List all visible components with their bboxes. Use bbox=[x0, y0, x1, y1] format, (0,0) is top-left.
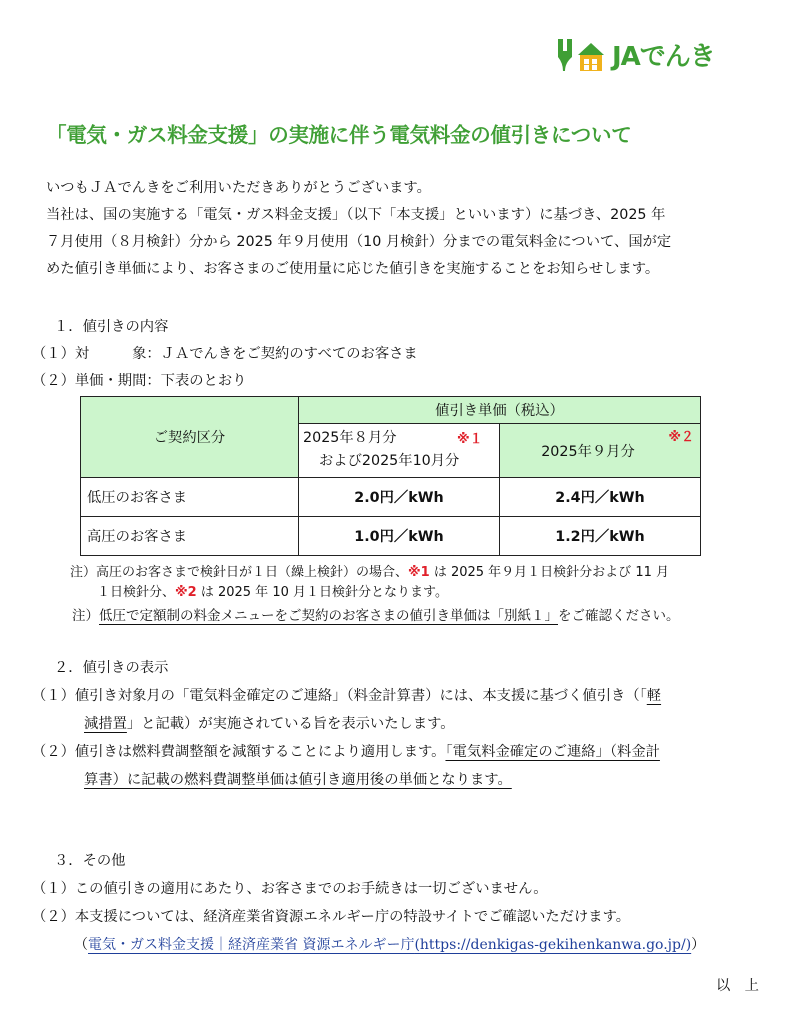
note2-text: 低圧で定額制の料金メニューをご契約のお客さまの値引き単価は「別紙１」 bbox=[99, 608, 558, 624]
discount-rate-table bbox=[80, 396, 701, 556]
section2-item2-line1 bbox=[32, 740, 660, 764]
header-unit-price-label: 値引き単価（税込） bbox=[435, 403, 564, 420]
section1-item1: （１）対 象：ＪＡでんきをご契約のすべてのお客さま bbox=[32, 346, 418, 362]
header-unit-price bbox=[299, 397, 701, 424]
row-high-voltage-sep: 1.2円／kWh bbox=[500, 517, 701, 556]
support-site-url[interactable]: (https://denkigas-gekihenkanwa.go.jp/) bbox=[414, 937, 692, 953]
note-mark-1: ※１ bbox=[457, 432, 483, 448]
row-high-voltage-label: 高圧のお客さま bbox=[81, 517, 299, 556]
section2-item1-text-d: 」と記載）が実施されている旨を表示いたします。 bbox=[126, 716, 455, 732]
row-low-voltage-aug-oct: 2.0円／kWh bbox=[299, 478, 500, 517]
header-period2-label: 2025年９月分 bbox=[541, 443, 635, 460]
note1-mark2: ※2 bbox=[175, 585, 197, 600]
section3-item2: （２）本支援については、経済産業省資源エネルギー庁の特設サイトでご確認いただけます。 bbox=[32, 909, 631, 925]
table-row bbox=[81, 478, 701, 517]
link-close-paren: ） bbox=[691, 937, 706, 953]
section2-item1-line1 bbox=[32, 684, 661, 708]
note2-prefix: 注） bbox=[72, 608, 99, 624]
note-mark-2: ※２ bbox=[668, 430, 694, 446]
row-low-voltage-label: 低圧のお客さま bbox=[81, 478, 299, 517]
note2 bbox=[72, 604, 680, 624]
header-contract-type-label: ご契約区分 bbox=[153, 430, 226, 446]
page-title: 「電気・ガス料金支援」の実施に伴う電気料金の値引きについて bbox=[46, 123, 632, 147]
logo-text: JAでんき bbox=[612, 42, 715, 72]
intro-line-1: いつもＪＡでんきをご利用いただきありがとうございます。 bbox=[46, 180, 431, 196]
note1-text-c: １日検針分、 bbox=[97, 585, 176, 600]
link-open-paren: （ bbox=[74, 937, 88, 953]
section3-heading: ３．その他 bbox=[54, 853, 126, 869]
section2-item2-text-c: 算書）に記載の燃料費調整単価は値引き適用後の単価となります。 bbox=[84, 772, 512, 788]
support-site-link-line bbox=[74, 934, 705, 954]
section1-heading: １．値引きの内容 bbox=[54, 319, 169, 335]
note1-line2 bbox=[97, 581, 448, 600]
row-low-voltage-sep: 2.4円／kWh bbox=[500, 478, 701, 517]
row-high-voltage-aug-oct: 1.0円／kWh bbox=[299, 517, 500, 556]
section2-item2-text-a: （２）値引きは燃料費調整額を減額することにより適用します。 bbox=[32, 744, 446, 760]
section2-heading: ２．値引きの表示 bbox=[54, 660, 169, 676]
note1-mark1: ※1 bbox=[408, 565, 430, 580]
closing-mark: 以 上 bbox=[716, 978, 759, 994]
section2-item1-line2 bbox=[84, 712, 455, 736]
table-row bbox=[81, 517, 701, 556]
intro-line-2: 当社は、国の実施する「電気・ガス料金支援」（以下「本支援」といいます）に基づき、2025 年 bbox=[46, 207, 666, 223]
section3-item1: （１）この値引きの適用にあたり、お客さまでのお手続きは一切ございません。 bbox=[32, 881, 548, 897]
header-contract-type bbox=[81, 397, 299, 478]
intro-line-4: めた値引き単価により、お客さまのご使用量に応じた値引きを実施することをお知らせします。 bbox=[46, 261, 660, 277]
support-site-link[interactable]: 電気・ガス料金支援｜経済産業省 資源エネルギー庁 bbox=[88, 937, 415, 953]
section2-item1-text-a: （１）値引き対象月の「電気料金確定のご連絡」（料金計算書）には、本支援に基づく値引き（「 bbox=[32, 688, 647, 704]
header-period1-line1: 2025年８月分 bbox=[303, 430, 397, 447]
house-plug-icon bbox=[556, 37, 606, 73]
note1-line1 bbox=[70, 561, 669, 580]
note1-text-b: は 2025 年９月１日検針分および 11 月 bbox=[429, 565, 669, 580]
note1-text-a: 注）高圧のお客さまで検針日が１日（繰上検針）の場合、 bbox=[70, 565, 409, 580]
note1-text-d: は 2025 年 10 月１日検針分となります。 bbox=[196, 585, 448, 600]
note2-suffix: をご確認ください。 bbox=[558, 608, 680, 624]
intro-line-3: ７月使用（８月検針）分から 2025 年９月使用（10 月検針）分までの電気料金について、国が定 bbox=[46, 234, 672, 250]
ja-denki-logo bbox=[556, 36, 715, 73]
header-period-sep bbox=[500, 424, 701, 478]
section2-item1-text-b: 軽 bbox=[646, 688, 662, 704]
section1-item2: （２）単価・期間：下表のとおり bbox=[32, 373, 247, 389]
header-period1-line2: および2025年10月分 bbox=[319, 453, 460, 470]
section2-item2-line2 bbox=[84, 768, 512, 792]
section2-item1-text-c: 減措置 bbox=[84, 716, 127, 732]
header-period-aug-oct bbox=[299, 424, 500, 478]
section2-item2-text-b: 「電気料金確定のご連絡」（料金計 bbox=[445, 744, 660, 760]
